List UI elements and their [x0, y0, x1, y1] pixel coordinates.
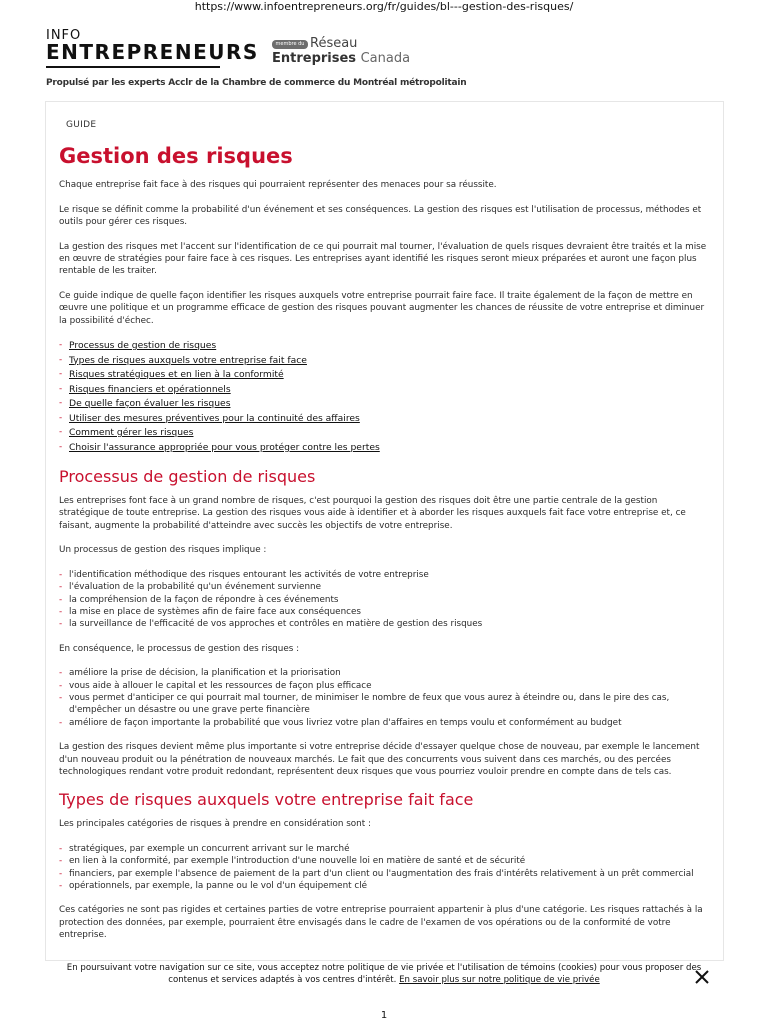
section1-paragraph-2: Un processus de gestion des risques implique : — [59, 545, 267, 556]
list-item: - la mise en place de systèmes afin de faire face aux conséquences — [59, 606, 709, 618]
page-title: Gestion des risques — [59, 144, 293, 169]
logo-entrepreneurs-text: ENTREPRENEURS — [46, 40, 259, 64]
article-content — [59, 119, 709, 954]
section-heading-types: Types de risques auxquels votre entreprise fait face — [59, 790, 474, 810]
toc-link-strategiques[interactable]: Risques stratégiques et en lien à la conformité — [69, 369, 284, 381]
toc-item — [59, 441, 709, 456]
list-item: - stratégiques, par exemple un concurrent arrivant sur le marché — [59, 843, 709, 855]
toc-link-financiers[interactable]: Risques financiers et opérationnels — [69, 383, 231, 395]
toc-link-types[interactable]: Types de risques auxquels votre entreprise fait face — [69, 354, 307, 366]
toc-item — [59, 368, 709, 383]
partner-reseau-text: Réseau — [310, 36, 358, 51]
toc-link-gerer[interactable]: Comment gérer les risques — [69, 427, 194, 439]
list-item: - vous aide à allouer le capital et les ressources de façon plus efficace — [59, 680, 709, 692]
list-item: - en lien à la conformité, par exemple l'introduction d'une nouvelle loi en matière de santé et de sécurité — [59, 855, 709, 867]
list-item: - vous permet d'anticiper ce qui pourrait mal tourner, de minimiser le nombre de feux que vous aurez à éteindre ou, dans le pire des cas, d'empêcher un désastre ou une grave perte financière — [59, 692, 709, 717]
page-number: 1 — [380, 1010, 388, 1021]
list-item: - la compréhension de la façon de répondre à ces événements — [59, 594, 709, 606]
toc-item — [59, 354, 709, 369]
toc-link-assurance[interactable]: Choisir l'assurance appropriée pour vous protéger contre les pertes — [69, 441, 380, 453]
intro-paragraph-2: Le risque se définit comme la probabilité d'un événement et ses conséquences. La gestion des risques est l'utilisation de processus, méthodes et outils pour gérer ces risques. — [59, 204, 702, 228]
partner-canada-text: Canada — [360, 51, 411, 66]
cookie-banner — [0, 962, 768, 992]
list-item: - améliore de façon importante la probabilité que vous livriez votre plan d'affaires en temps voulu et conformément au budget — [59, 717, 709, 729]
list-item: - l'identification méthodique des risques entourant les activités de votre entreprise — [59, 569, 709, 581]
list-item: - financiers, par exemple l'absence de paiement de la part d'un client ou l'augmentation des frais d'intérêts relativement à un prêt commercial — [59, 868, 709, 880]
logo-underline — [46, 66, 220, 68]
list-item: - la surveillance de l'efficacité de vos approches et contrôles en matière de gestion des risques — [59, 618, 709, 630]
guide-label: GUIDE — [66, 120, 97, 130]
toc-link-continuite[interactable]: Utiliser des mesures préventives pour la continuité des affaires — [69, 412, 360, 424]
section2-paragraph-2: Ces catégories ne sont pas rigides et certaines parties de votre entreprise pourraient appartenir à plus d'une catégorie. Les risques rattachés à la protection des données, par exemple, pourraient être envisagés dans le cadre de l'examen de vos opérations ou de la conformité de votre entreprise. — [59, 905, 703, 941]
partner-entreprises-text: Entreprises — [272, 51, 357, 66]
section2-paragraph-1: Les principales catégories de risques à prendre en considération sont : — [59, 819, 371, 830]
close-icon[interactable] — [693, 968, 711, 986]
toc-item — [59, 426, 709, 441]
section1-paragraph-4: La gestion des risques devient même plus importante si votre entreprise décide d'essayer quelque chose de nouveau, par exemple le lancement d'un nouveau produit ou la pénétration de nouveaux marchés. Le fait que des concurrents vous suivent dans ces marchés, ou des percées technologiques rendant votre produit redondant, représentent deux risques que vous pourriez vouloir prendre en compte dans de tels cas. — [59, 742, 700, 777]
toc-item — [59, 383, 709, 398]
section2-list — [59, 843, 709, 893]
logo-info-text: INFO — [46, 28, 82, 43]
partner-logo — [272, 51, 410, 66]
section1-paragraph-3: En conséquence, le processus de gestion des risques : — [59, 643, 300, 654]
toc-link-processus[interactable]: Processus de gestion de risques — [69, 340, 217, 352]
cookie-text-line-1: En poursuivant votre navigation sur ce site, vous acceptez notre politique de vie privée et l'utilisation de témoins (cookies) pour vous proposer des — [66, 963, 702, 973]
intro-paragraph-3: La gestion des risques met l'accent sur l'identification de ce qui pourrait mal tourner, l'évaluation de quels risques devraient être traités et la mise en œuvre de stratégies pour faire face à ces risques. Les entreprises ayant identifié les risques seront mieux préparées et auront une façon plus rentable de les traiter. — [59, 241, 707, 277]
intro-paragraph-4: Ce guide indique de quelle façon identifier les risques auxquels votre entreprise pourrait faire face. Il traite également de la façon de mettre en œuvre une politique et un programme efficace de gestion des risques pouvant augmenter les chances de réussite de votre entreprise et diminuer la possibilité d'échec. — [59, 290, 705, 326]
section-heading-processus: Processus de gestion de risques — [59, 467, 316, 487]
intro-paragraph-1: Chaque entreprise fait face à des risques qui pourraient représenter des menaces pour sa réussite. — [59, 180, 497, 191]
table-of-contents — [59, 339, 709, 455]
toc-item — [59, 412, 709, 427]
list-item: - l'évaluation de la probabilité qu'un événement survienne — [59, 581, 709, 593]
partner-badge: membre du — [272, 40, 308, 49]
list-item: - opérationnels, par exemple, la panne ou le vol d'un équipement clé — [59, 880, 709, 892]
section1-list-1 — [59, 569, 709, 631]
tagline: Propulsé par les experts Acclr de la Chambre de commerce du Montréal métropolitain — [46, 78, 467, 88]
toc-item — [59, 339, 709, 354]
url-bar[interactable]: https://www.infoentrepreneurs.org/fr/guides/bl---gestion-des-risques/ — [194, 0, 574, 13]
cookie-text-line-2-text: contenus et services adaptés à vos centres d'intérêt. — [168, 975, 397, 985]
toc-item — [59, 397, 709, 412]
cookie-text-line-2 — [0, 974, 768, 986]
toc-link-evaluer[interactable]: De quelle façon évaluer les risques — [69, 398, 231, 410]
section1-list-2 — [59, 667, 709, 729]
privacy-policy-link[interactable]: En savoir plus sur notre politique de vie privée — [399, 975, 600, 985]
section1-paragraph-1: Les entreprises font face à un grand nombre de risques, c'est pourquoi la gestion des risques doit être une partie centrale de la gestion stratégique de toute entreprise. La gestion des risques vous aide à identifier et à aborder les risques auxquels fait face votre entreprise et, ce faisant, augmente la probabilité d'atteindre avec succès les objectifs de votre entreprise. — [59, 496, 686, 531]
list-item: - améliore la prise de décision, la planification et la priorisation — [59, 667, 709, 679]
